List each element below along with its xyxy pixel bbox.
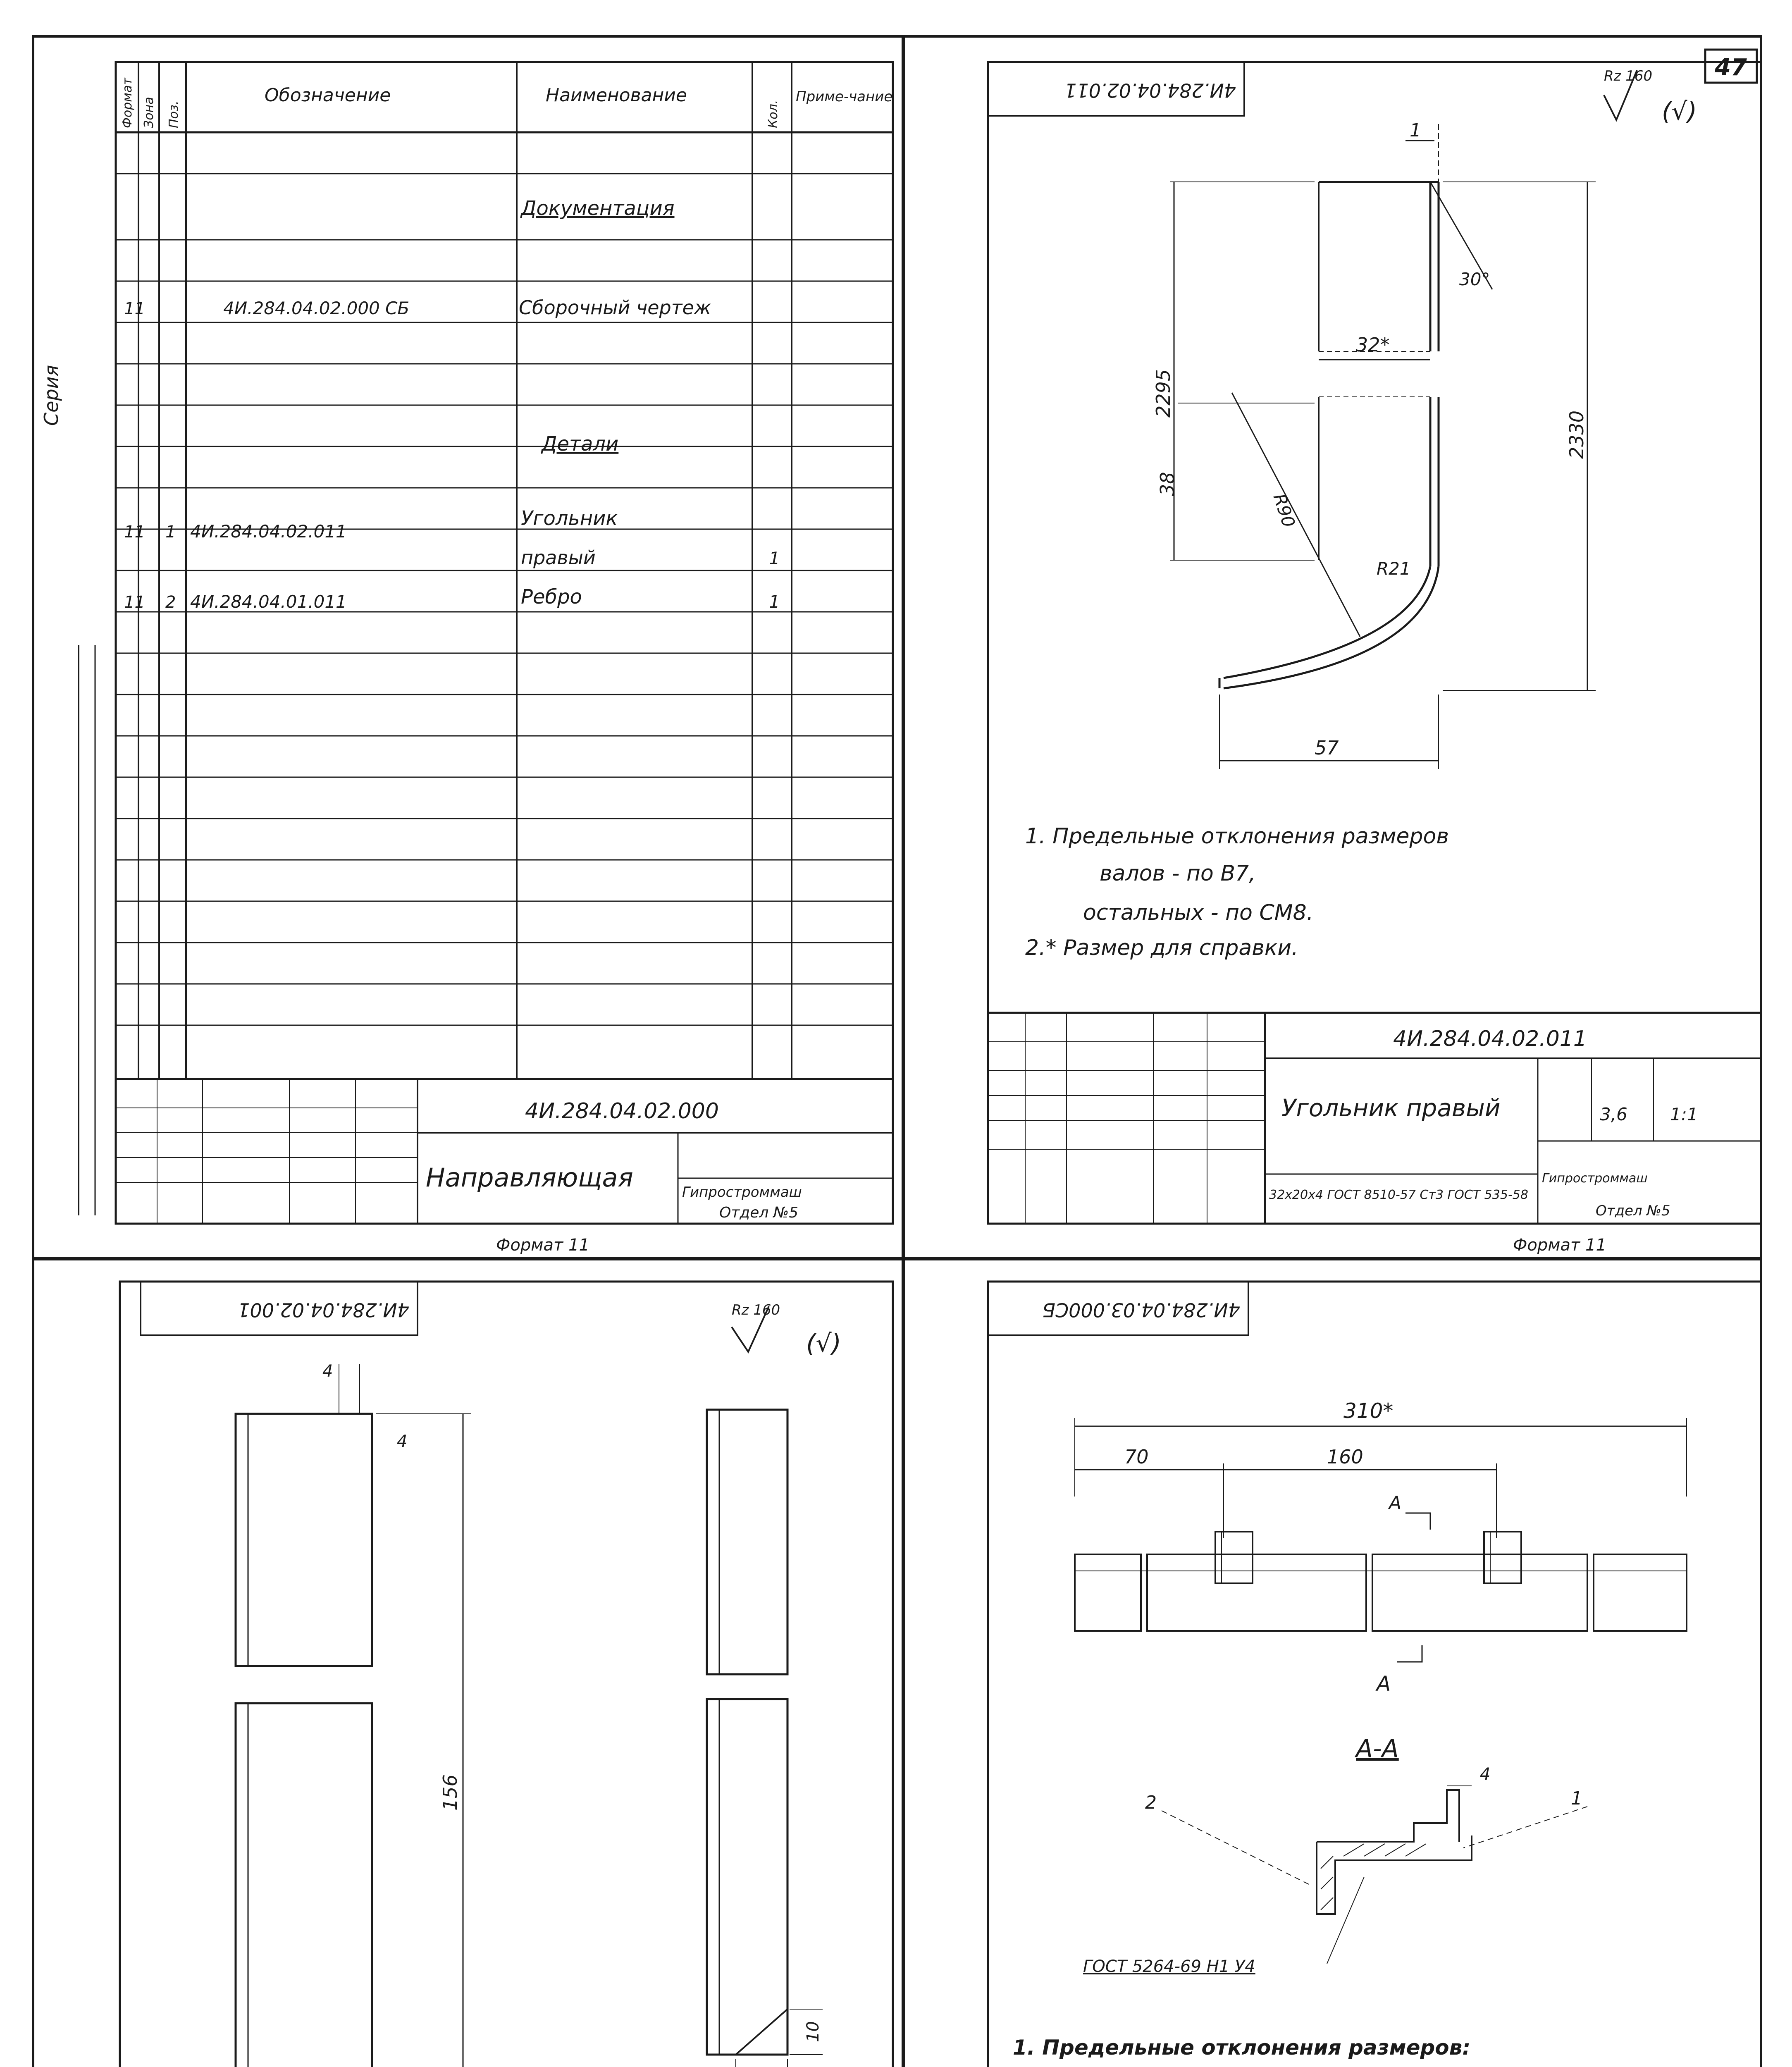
q1-title-name: Направляющая: [426, 1162, 633, 1193]
q4-mark-2: 2: [1145, 1792, 1157, 1813]
row3-qty: 1: [769, 548, 780, 568]
header-name: Наименование: [546, 85, 687, 106]
header-qty: Кол.: [766, 100, 780, 128]
q1-title-code: 4И.284.04.02.000: [525, 1099, 719, 1124]
q2-dim-r21: R21: [1377, 559, 1411, 579]
q3-roughness-check: (√): [806, 1329, 842, 1358]
q4-note-1: 1. Предельные отклонения размеров:: [1013, 2036, 1471, 2060]
q2-dim-32: 32*: [1356, 334, 1390, 356]
row2-format: 11: [124, 523, 145, 542]
q3-dim-4a: 4: [322, 1362, 333, 1381]
header-zone: Зона: [142, 97, 156, 128]
q2-dim-30deg: 30°: [1459, 269, 1490, 289]
q4-assembly: [988, 1282, 1761, 2067]
q2-angle-right: [988, 62, 1761, 1255]
q2-mark: 1: [1410, 120, 1421, 141]
q2-note-4: 2.* Размер для справки.: [1025, 936, 1298, 960]
header-note: Приме-чание: [796, 88, 893, 105]
q2-note-1: 1. Предельные отклонения размеров: [1025, 824, 1449, 849]
q2-title-dept: Отдел №5: [1596, 1203, 1670, 1219]
q1-title-dept: Отдел №5: [719, 1204, 799, 1221]
q4-dim-70: 70: [1124, 1446, 1149, 1468]
row4-designation: 4И.284.04.01.011: [190, 592, 347, 612]
row1-name: Сборочный чертеж: [519, 296, 711, 319]
q2-title-code: 4И.284.04.02.011: [1393, 1026, 1587, 1051]
row4-pos: 2: [165, 593, 176, 612]
header-format: Формат: [120, 78, 135, 128]
q4-dim-310: 310*: [1343, 1399, 1394, 1423]
side-label: Серия: [40, 365, 62, 426]
q3-stamp: 4И.284.04.02.001: [238, 1298, 409, 1321]
q2-title-name: Угольник правый: [1281, 1094, 1501, 1122]
q2-format: Формат 11: [1513, 1236, 1606, 1255]
q2-roughness: Rz 160: [1604, 68, 1653, 84]
row2-name: Угольник: [521, 507, 618, 530]
q2-dim-2295: 2295: [1152, 369, 1174, 418]
q2-title-org: Гипростроммаш: [1542, 1171, 1648, 1186]
q2-title-mass: 3,6: [1600, 1104, 1627, 1124]
q2-note-2: валов - по В7,: [1100, 861, 1256, 886]
header-designation: Обозначение: [265, 85, 391, 106]
header-pos: Поз.: [167, 100, 181, 128]
q4-section-a-top: А: [1389, 1492, 1402, 1513]
q4-mark-1: 1: [1571, 1788, 1582, 1809]
q2-stamp: 4И.284.04.02.011: [1064, 79, 1236, 102]
q4-stamp: 4И.284.04.03.000СБ: [1042, 1298, 1240, 1321]
row3-name: правый: [521, 547, 596, 569]
q3-dim-156: 156: [439, 1774, 461, 1811]
row1-designation: 4И.284.04.02.000 СБ: [223, 298, 410, 318]
q4-weld-note: ГОСТ 5264-69 Н1 У4: [1083, 1957, 1255, 1976]
q3-dim-10a: 10: [804, 2021, 823, 2042]
row2-designation: 4И.284.04.02.011: [190, 521, 347, 542]
q2-title-scale: 1:1: [1670, 1104, 1698, 1124]
q2-dim-57: 57: [1315, 737, 1339, 759]
q2-dim-38: 38: [1156, 472, 1179, 496]
q2-roughness-check: (√): [1662, 97, 1697, 126]
q3-roughness: Rz 160: [732, 1302, 780, 1318]
row4-format: 11: [124, 593, 145, 612]
page-number: 47: [1715, 54, 1747, 81]
q4-mark-4: 4: [1480, 1765, 1491, 1784]
q3-dim-4b: 4: [397, 1432, 408, 1451]
section-docs: Документация: [521, 197, 675, 220]
section-parts: Детали: [542, 432, 619, 456]
q2-dim-2330: 2330: [1565, 410, 1588, 459]
q3-angle-left: [120, 1282, 893, 2067]
q1-specification: [79, 62, 893, 1255]
q1-format: Формат 11: [496, 1236, 589, 1255]
q4-dim-160: 160: [1327, 1446, 1363, 1468]
q2-title-material: 32х20х4 ГОСТ 8510-57 Ст3 ГОСТ 535-58: [1269, 1188, 1528, 1202]
row2-pos: 1: [165, 523, 176, 542]
q4-section-a-bottom: А: [1377, 1672, 1391, 1696]
q1-title-org: Гипростроммаш: [682, 1184, 802, 1201]
row1-format: 11: [124, 299, 145, 318]
q4-section-title: А-А: [1356, 1734, 1399, 1763]
row4-qty: 1: [769, 592, 780, 612]
q2-dim-r90: R90: [1269, 491, 1299, 530]
outer-frame: [33, 36, 1761, 2067]
q2-note-3: остальных - по СМ8.: [1083, 900, 1314, 925]
row4-name: Ребро: [521, 585, 582, 609]
